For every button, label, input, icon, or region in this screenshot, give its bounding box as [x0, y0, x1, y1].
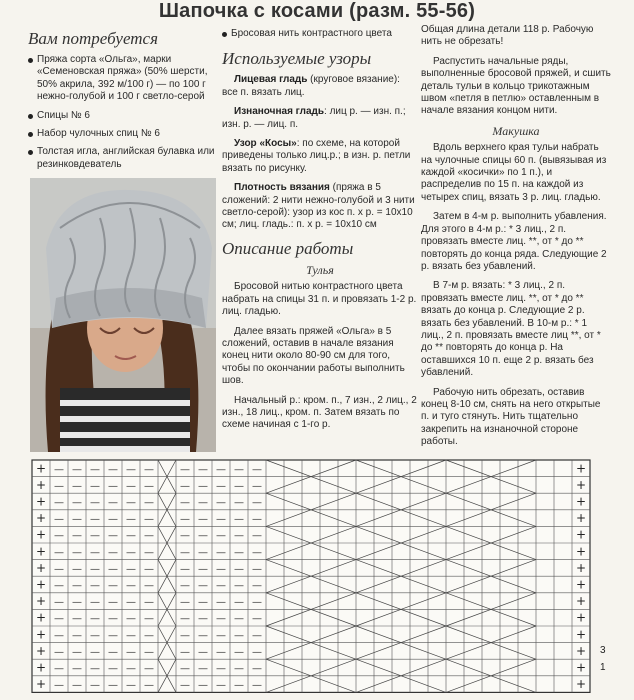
purl-stitch-symbol: — [90, 530, 100, 542]
purl-stitch-symbol: — [72, 597, 82, 609]
tulya-heading: Тулья [306, 262, 334, 277]
purl-stitch-symbol: — [54, 597, 64, 609]
purl-stitch-symbol: — [144, 630, 154, 642]
row-label-3: 3 [600, 645, 606, 656]
purl-stitch-symbol: — [108, 663, 118, 675]
purl-stitch-symbol: — [252, 514, 262, 526]
purl-stitch-symbol: — [216, 646, 226, 658]
purl-stitch-symbol: — [54, 497, 64, 509]
purl-stitch-symbol: — [216, 530, 226, 542]
purl-stitch-symbol: — [252, 613, 262, 625]
purl-stitch-symbol: — [126, 547, 136, 559]
purl-stitch-symbol: — [180, 514, 190, 526]
purl-stitch-symbol: — [252, 580, 262, 592]
material-item: Пряжа сорта «Ольга», марки «Семеновская пряжа» (50% шерсти, 50% акрила, 392 м/100 г) — по 100 г нежно-голубой и 100 г светло-серой [28, 54, 218, 104]
purl-stitch-symbol: — [216, 630, 226, 642]
purl-stitch-symbol: — [144, 580, 154, 592]
material-item: Толстая игла, английская булавка или резинковдеватель [28, 146, 218, 171]
purl-stitch-symbol: — [126, 530, 136, 542]
edge-stitch-symbol: + [575, 594, 587, 609]
purl-stitch-symbol: — [90, 514, 100, 526]
purl-stitch-symbol: — [234, 480, 244, 492]
edge-stitch-symbol: + [35, 477, 47, 492]
purl-stitch-symbol: — [180, 497, 190, 509]
purl-stitch-symbol: — [72, 613, 82, 625]
material-item: Набор чулочных спиц № 6 [28, 128, 218, 140]
purl-stitch-symbol: — [252, 630, 262, 642]
purl-stitch-symbol: — [126, 480, 136, 492]
material-item: Спицы № 6 [28, 110, 218, 122]
purl-stitch-symbol: — [252, 563, 262, 575]
purl-stitch-symbol: — [198, 613, 208, 625]
purl-stitch-symbol: — [180, 547, 190, 559]
purl-stitch-symbol: — [234, 497, 244, 509]
purl-stitch-symbol: — [126, 464, 136, 476]
edge-stitch-symbol: + [35, 660, 47, 675]
purl-stitch-symbol: — [198, 464, 208, 476]
purl-stitch-symbol: — [180, 580, 190, 592]
purl-stitch-symbol: — [198, 563, 208, 575]
purl-stitch-symbol: — [144, 597, 154, 609]
purl-stitch-symbol: — [108, 680, 118, 692]
purl-stitch-symbol: — [72, 663, 82, 675]
edge-stitch-symbol: + [35, 461, 47, 476]
purl-stitch-symbol: — [126, 580, 136, 592]
purl-stitch-symbol: — [216, 563, 226, 575]
purl-stitch-symbol: — [216, 580, 226, 592]
purl-stitch-symbol: — [54, 613, 64, 625]
makushka-paragraph: Рабочую нить обрезать, оставив конец 8-10 см, снять на него открытые п. и туго стянуть. Нить тщательно закрепить на изнаночной стороне работы. [421, 386, 601, 448]
purl-stitch-symbol: — [54, 514, 64, 526]
purl-stitch-symbol: — [90, 680, 100, 692]
purl-stitch-symbol: — [198, 680, 208, 692]
knitting-chart [30, 458, 596, 699]
purl-stitch-symbol: — [198, 514, 208, 526]
purl-stitch-symbol: — [72, 630, 82, 642]
purl-stitch-symbol: — [108, 646, 118, 658]
purl-stitch-symbol: — [234, 563, 244, 575]
patterns-heading: Используемые узоры [222, 49, 372, 69]
purl-stitch-symbol: — [72, 646, 82, 658]
purl-stitch-symbol: — [234, 547, 244, 559]
edge-stitch-symbol: + [575, 577, 587, 592]
purl-stitch-symbol: — [54, 563, 64, 575]
purl-stitch-symbol: — [126, 663, 136, 675]
pattern-item: Изнаночная гладь: лиц р. — изн. п.; изн. р. — лиц. п. [222, 106, 406, 130]
purl-stitch-symbol: — [54, 630, 64, 642]
edge-stitch-symbol: + [575, 660, 587, 675]
purl-stitch-symbol: — [180, 630, 190, 642]
purl-stitch-symbol: — [144, 680, 154, 692]
makushka-heading: Макушка [492, 123, 540, 138]
purl-stitch-symbol: — [216, 497, 226, 509]
makushka-paragraph: Вдоль верхнего края тульи набрать на чулочные спицы 60 п. (вывязывая из каждой «косички» по 1 п.), и распределив по 15 п. на каждой из четырех спиц, вязать 3 р. лиц. гладью. [421, 142, 607, 203]
purl-stitch-symbol: — [252, 530, 262, 542]
page-title: Шапочка с косами (разм. 55-56) [158, 0, 476, 22]
purl-stitch-symbol: — [54, 464, 64, 476]
edge-stitch-symbol: + [575, 511, 587, 526]
pattern-item: Плотность вязания (пряжа в 5 сложений: 2 нити нежно-голубой и 3 нити светло-серой): узор из кос п. х р. = 10х10 см; лиц. гладь.: п. х р. = 10х10 см [222, 182, 415, 231]
purl-stitch-symbol: — [108, 547, 118, 559]
edge-stitch-symbol: + [575, 461, 587, 476]
purl-stitch-symbol: — [90, 663, 100, 675]
purl-stitch-symbol: — [180, 480, 190, 492]
purl-stitch-symbol: — [144, 663, 154, 675]
purl-stitch-symbol: — [216, 464, 226, 476]
edge-stitch-symbol: + [575, 627, 587, 642]
purl-stitch-symbol: — [216, 480, 226, 492]
col3-paragraph: Общая длина детали 118 р. Рабочую нить не обрезать! [421, 24, 594, 48]
purl-stitch-symbol: — [126, 646, 136, 658]
purl-stitch-symbol: — [90, 464, 100, 476]
edge-stitch-symbol: + [35, 594, 47, 609]
purl-stitch-symbol: — [72, 497, 82, 509]
materials-heading: Вам потребуется [28, 29, 158, 48]
material-item: Бросовая нить контрастного цвета [222, 28, 418, 40]
purl-stitch-symbol: — [180, 597, 190, 609]
purl-stitch-symbol: — [90, 613, 100, 625]
purl-stitch-symbol: — [90, 580, 100, 592]
purl-stitch-symbol: — [180, 680, 190, 692]
tulya-paragraph: Начальный р.: кром. п., 7 изн., 2 лиц., 2 изн., 18 лиц., кром. п. Затем вязать по схеме начиная с 1-го р. [222, 394, 417, 431]
purl-stitch-symbol: — [72, 530, 82, 542]
purl-stitch-symbol: — [72, 563, 82, 575]
purl-stitch-symbol: — [126, 497, 136, 509]
purl-stitch-symbol: — [198, 663, 208, 675]
purl-stitch-symbol: — [216, 680, 226, 692]
purl-stitch-symbol: — [180, 613, 190, 625]
purl-stitch-symbol: — [90, 480, 100, 492]
edge-stitch-symbol: + [35, 511, 47, 526]
tulya-paragraph: Бросовой нитью контрастного цвета набрать на спицы 31 п. и провязать 1-2 р. лиц. гладью. [222, 281, 417, 318]
purl-stitch-symbol: — [234, 597, 244, 609]
purl-stitch-symbol: — [252, 464, 262, 476]
purl-stitch-symbol: — [144, 563, 154, 575]
purl-stitch-symbol: — [234, 663, 244, 675]
purl-stitch-symbol: — [72, 547, 82, 559]
purl-stitch-symbol: — [90, 497, 100, 509]
purl-stitch-symbol: — [198, 580, 208, 592]
instructions-section [421, 24, 611, 456]
purl-stitch-symbol: — [126, 680, 136, 692]
purl-stitch-symbol: — [108, 630, 118, 642]
purl-stitch-symbol: — [90, 547, 100, 559]
purl-stitch-symbol: — [234, 646, 244, 658]
purl-stitch-symbol: — [180, 646, 190, 658]
edge-stitch-symbol: + [35, 544, 47, 559]
purl-stitch-symbol: — [108, 563, 118, 575]
edge-stitch-symbol: + [35, 577, 47, 592]
purl-stitch-symbol: — [180, 530, 190, 542]
purl-stitch-symbol: — [90, 646, 100, 658]
patterns-section [222, 28, 418, 439]
hat-photo [30, 178, 216, 452]
purl-stitch-symbol: — [54, 663, 64, 675]
knitting-chart-grid [30, 458, 596, 694]
pattern-item: Узор «Косы»: по схеме, на которой приведены только лиц.р.; в изн. р. петли вязать по рисунку. [222, 138, 411, 174]
purl-stitch-symbol: — [144, 530, 154, 542]
purl-stitch-symbol: — [198, 497, 208, 509]
purl-stitch-symbol: — [180, 464, 190, 476]
purl-stitch-symbol: — [108, 497, 118, 509]
purl-stitch-symbol: — [198, 646, 208, 658]
purl-stitch-symbol: — [144, 497, 154, 509]
purl-stitch-symbol: — [54, 547, 64, 559]
purl-stitch-symbol: — [252, 663, 262, 675]
purl-stitch-symbol: — [72, 464, 82, 476]
edge-stitch-symbol: + [575, 643, 587, 658]
purl-stitch-symbol: — [252, 497, 262, 509]
purl-stitch-symbol: — [216, 514, 226, 526]
purl-stitch-symbol: — [216, 547, 226, 559]
edge-stitch-symbol: + [575, 677, 587, 692]
row-label-1: 1 [600, 662, 606, 673]
purl-stitch-symbol: — [72, 580, 82, 592]
edge-stitch-symbol: + [575, 560, 587, 575]
purl-stitch-symbol: — [234, 464, 244, 476]
purl-stitch-symbol: — [108, 514, 118, 526]
purl-stitch-symbol: — [216, 613, 226, 625]
purl-stitch-symbol: — [108, 464, 118, 476]
purl-stitch-symbol: — [252, 547, 262, 559]
purl-stitch-symbol: — [252, 480, 262, 492]
pattern-item: Лицевая гладь (круговое вязание): все п. вязать лиц. [222, 74, 400, 98]
edge-stitch-symbol: + [35, 560, 47, 575]
purl-stitch-symbol: — [90, 597, 100, 609]
purl-stitch-symbol: — [234, 514, 244, 526]
purl-stitch-symbol: — [54, 580, 64, 592]
purl-stitch-symbol: — [144, 613, 154, 625]
purl-stitch-symbol: — [234, 680, 244, 692]
edge-stitch-symbol: + [575, 494, 587, 509]
purl-stitch-symbol: — [198, 530, 208, 542]
col3-paragraph: Распустить начальные ряды, выполненные бросовой пряжей, и сшить деталь тульи в кольцо трикотажным швом «петля в петлю» оставленным в начале вязания концом нити. [421, 55, 611, 117]
purl-stitch-symbol: — [198, 630, 208, 642]
purl-stitch-symbol: — [108, 613, 118, 625]
purl-stitch-symbol: — [252, 597, 262, 609]
purl-stitch-symbol: — [234, 613, 244, 625]
purl-stitch-symbol: — [144, 514, 154, 526]
edge-stitch-symbol: + [35, 627, 47, 642]
purl-stitch-symbol: — [180, 563, 190, 575]
edge-stitch-symbol: + [35, 494, 47, 509]
purl-stitch-symbol: — [198, 480, 208, 492]
purl-stitch-symbol: — [108, 580, 118, 592]
purl-stitch-symbol: — [144, 464, 154, 476]
purl-stitch-symbol: — [144, 480, 154, 492]
edge-stitch-symbol: + [575, 477, 587, 492]
purl-stitch-symbol: — [72, 514, 82, 526]
purl-stitch-symbol: — [252, 680, 262, 692]
woman-in-hat-illustration [30, 178, 216, 452]
makushka-paragraph: Затем в 4-м р. выполнить убавления. Для этого в 4-м р.: * 3 лиц., 2 п. провязать вместе лиц. **, от * до ** повторять до конца ряда. Следующие 2 р. вязать без убавлений. [421, 211, 607, 272]
purl-stitch-symbol: — [126, 563, 136, 575]
edge-stitch-symbol: + [35, 610, 47, 625]
purl-stitch-symbol: — [90, 563, 100, 575]
purl-stitch-symbol: — [234, 630, 244, 642]
purl-stitch-symbol: — [126, 613, 136, 625]
edge-stitch-symbol: + [575, 527, 587, 542]
purl-stitch-symbol: — [216, 597, 226, 609]
makushka-paragraph: В 7-м р. вязать: * 3 лиц., 2 п. провязать вместе лиц. **, от * до ** вязать до конца р. Следующие 2 р. вязать без убавлений. В 10-м р.: * 1 лиц., 2 п. провязать вместе лиц **, от * до ** повторять до конца р. На оставшихся 10 п. еще 2 р. вязать без убавлений. [421, 280, 601, 379]
purl-stitch-symbol: — [72, 680, 82, 692]
purl-stitch-symbol: — [108, 480, 118, 492]
purl-stitch-symbol: — [54, 646, 64, 658]
purl-stitch-symbol: — [126, 630, 136, 642]
edge-stitch-symbol: + [35, 527, 47, 542]
purl-stitch-symbol: — [54, 480, 64, 492]
purl-stitch-symbol: — [234, 580, 244, 592]
purl-stitch-symbol: — [54, 530, 64, 542]
purl-stitch-symbol: — [90, 630, 100, 642]
purl-stitch-symbol: — [144, 646, 154, 658]
purl-stitch-symbol: — [180, 663, 190, 675]
purl-stitch-symbol: — [234, 530, 244, 542]
purl-stitch-symbol: — [54, 680, 64, 692]
edge-stitch-symbol: + [35, 643, 47, 658]
purl-stitch-symbol: — [72, 480, 82, 492]
edge-stitch-symbol: + [575, 610, 587, 625]
edge-stitch-symbol: + [35, 677, 47, 692]
purl-stitch-symbol: — [126, 597, 136, 609]
purl-stitch-symbol: — [144, 547, 154, 559]
edge-stitch-symbol: + [575, 544, 587, 559]
purl-stitch-symbol: — [198, 597, 208, 609]
purl-stitch-symbol: — [108, 530, 118, 542]
purl-stitch-symbol: — [252, 646, 262, 658]
purl-stitch-symbol: — [126, 514, 136, 526]
purl-stitch-symbol: — [108, 597, 118, 609]
purl-stitch-symbol: — [216, 663, 226, 675]
materials-section [28, 30, 218, 177]
tulya-paragraph: Далее вязать пряжей «Ольга» в 5 сложений, оставив в начале вязания конец нити около 80-90 см для того, чтобы по окончании работы выполнить шов. [222, 325, 405, 387]
purl-stitch-symbol: — [198, 547, 208, 559]
description-heading: Описание работы [222, 238, 354, 258]
